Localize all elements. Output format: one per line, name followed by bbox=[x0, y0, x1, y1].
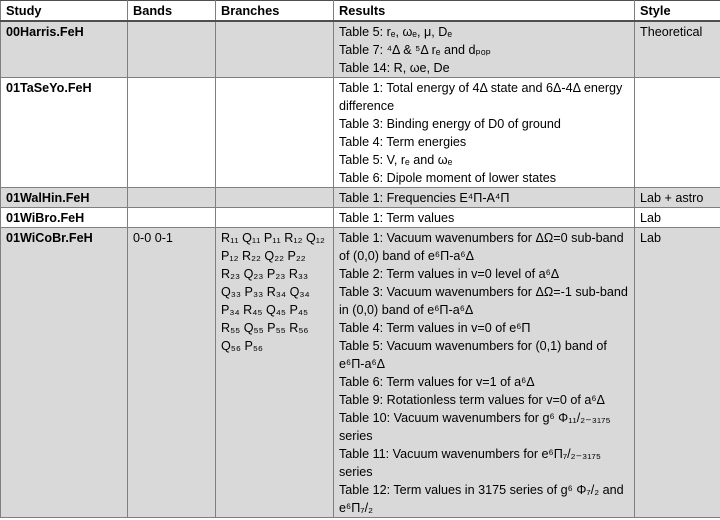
header-branches: Branches bbox=[216, 1, 334, 22]
result-line: Table 11: Vacuum wavenumbers for e⁶Π₇/₂₋₃₁₇₅ series bbox=[339, 447, 601, 479]
study-cell: 01WiCoBr.FeH bbox=[1, 228, 128, 518]
result-line: Table 1: Frequencies E⁴Π-A⁴Π bbox=[339, 191, 510, 205]
results-cell bbox=[334, 188, 635, 208]
branches-cell bbox=[216, 78, 334, 188]
result-line: Table 3: Binding energy of D0 of ground bbox=[339, 117, 561, 131]
result-line: Table 5: rₑ, ωₑ, μ, Dₑ bbox=[339, 25, 453, 39]
branches-cell bbox=[216, 188, 334, 208]
header-results: Results bbox=[334, 1, 635, 22]
result-line: Table 12: Term values in 3175 series of g⁶ Φ₇/₂ and e⁶Π₇/₂ bbox=[339, 483, 624, 515]
table-row bbox=[1, 78, 720, 188]
results-cell bbox=[334, 228, 635, 518]
result-line: Table 1: Term values bbox=[339, 211, 455, 225]
bands-cell bbox=[128, 78, 216, 188]
study-cell: 01WalHin.FeH bbox=[1, 188, 128, 208]
study-cell: 00Harris.FeH bbox=[1, 21, 128, 78]
table-row bbox=[1, 208, 720, 228]
style-cell: Theoretical bbox=[635, 21, 720, 78]
branches-cell bbox=[216, 21, 334, 78]
study-cell: 01WiBro.FeH bbox=[1, 208, 128, 228]
branches-cell: R₁₁ Q₁₁ P₁₁ R₁₂ Q₁₂ P₁₂ R₂₂ Q₂₂ P₂₂ R₂₃ Q₂₃ P₂₃ R₃₃ Q₃₃ P₃₃ R₃₄ Q₃₄ P₃₄ R₄₅ Q₄₅ P₄₅ R₅₅ Q₅₅ P₅₅ R₅₆ Q₅₆ P₅₆ bbox=[216, 228, 334, 518]
result-line: Table 2: Term values in v=0 level of a⁶Δ bbox=[339, 267, 560, 281]
result-line: Table 10: Vacuum wavenumbers for g⁶ Φ₁₁/₂₋₃₁₇₅ series bbox=[339, 411, 611, 443]
result-line: Table 5: Vacuum wavenumbers for (0,1) band of e⁶Π-a⁶Δ bbox=[339, 339, 607, 371]
result-line: Table 7: ⁴Δ & ⁵Δ rₑ and dₚₒₚ bbox=[339, 43, 491, 57]
style-cell bbox=[635, 78, 720, 188]
header-style: Style bbox=[635, 1, 720, 22]
table-row bbox=[1, 188, 720, 208]
style-cell: Lab bbox=[635, 208, 720, 228]
bands-cell bbox=[128, 208, 216, 228]
results-cell bbox=[334, 21, 635, 78]
header-bands: Bands bbox=[128, 1, 216, 22]
table-row bbox=[1, 21, 720, 78]
bands-cell: 0-0 0-1 bbox=[128, 228, 216, 518]
result-line: Table 1: Vacuum wavenumbers for ΔΩ=0 sub-band of (0,0) band of e⁶Π-a⁶Δ bbox=[339, 231, 624, 263]
style-cell: Lab bbox=[635, 228, 720, 518]
bands-cell bbox=[128, 188, 216, 208]
table-row bbox=[1, 228, 720, 518]
result-line: Table 14: R, ωe, De bbox=[339, 61, 450, 75]
result-line: Table 6: Term values for v=1 of a⁶Δ bbox=[339, 375, 535, 389]
result-line: Table 5: V, rₑ and ωₑ bbox=[339, 153, 453, 167]
results-cell bbox=[334, 208, 635, 228]
result-line: Table 6: Dipole moment of lower states bbox=[339, 171, 556, 185]
result-line: Table 1: Total energy of 4Δ state and 6Δ-4Δ energy difference bbox=[339, 81, 623, 113]
result-line: Table 4: Term energies bbox=[339, 135, 467, 149]
study-cell: 01TaSeYo.FeH bbox=[1, 78, 128, 188]
header-study: Study bbox=[1, 1, 128, 22]
results-cell bbox=[334, 78, 635, 188]
style-cell: Lab + astro bbox=[635, 188, 720, 208]
result-line: Table 4: Term values in v=0 of e⁶Π bbox=[339, 321, 531, 335]
result-line: Table 9: Rotationless term values for v=0 of a⁶Δ bbox=[339, 393, 605, 407]
bands-cell bbox=[128, 21, 216, 78]
header-row bbox=[1, 1, 720, 22]
branches-cell bbox=[216, 208, 334, 228]
result-line: Table 3: Vacuum wavenumbers for ΔΩ=-1 sub-band in (0,0) band of e⁶Π-a⁶Δ bbox=[339, 285, 628, 317]
